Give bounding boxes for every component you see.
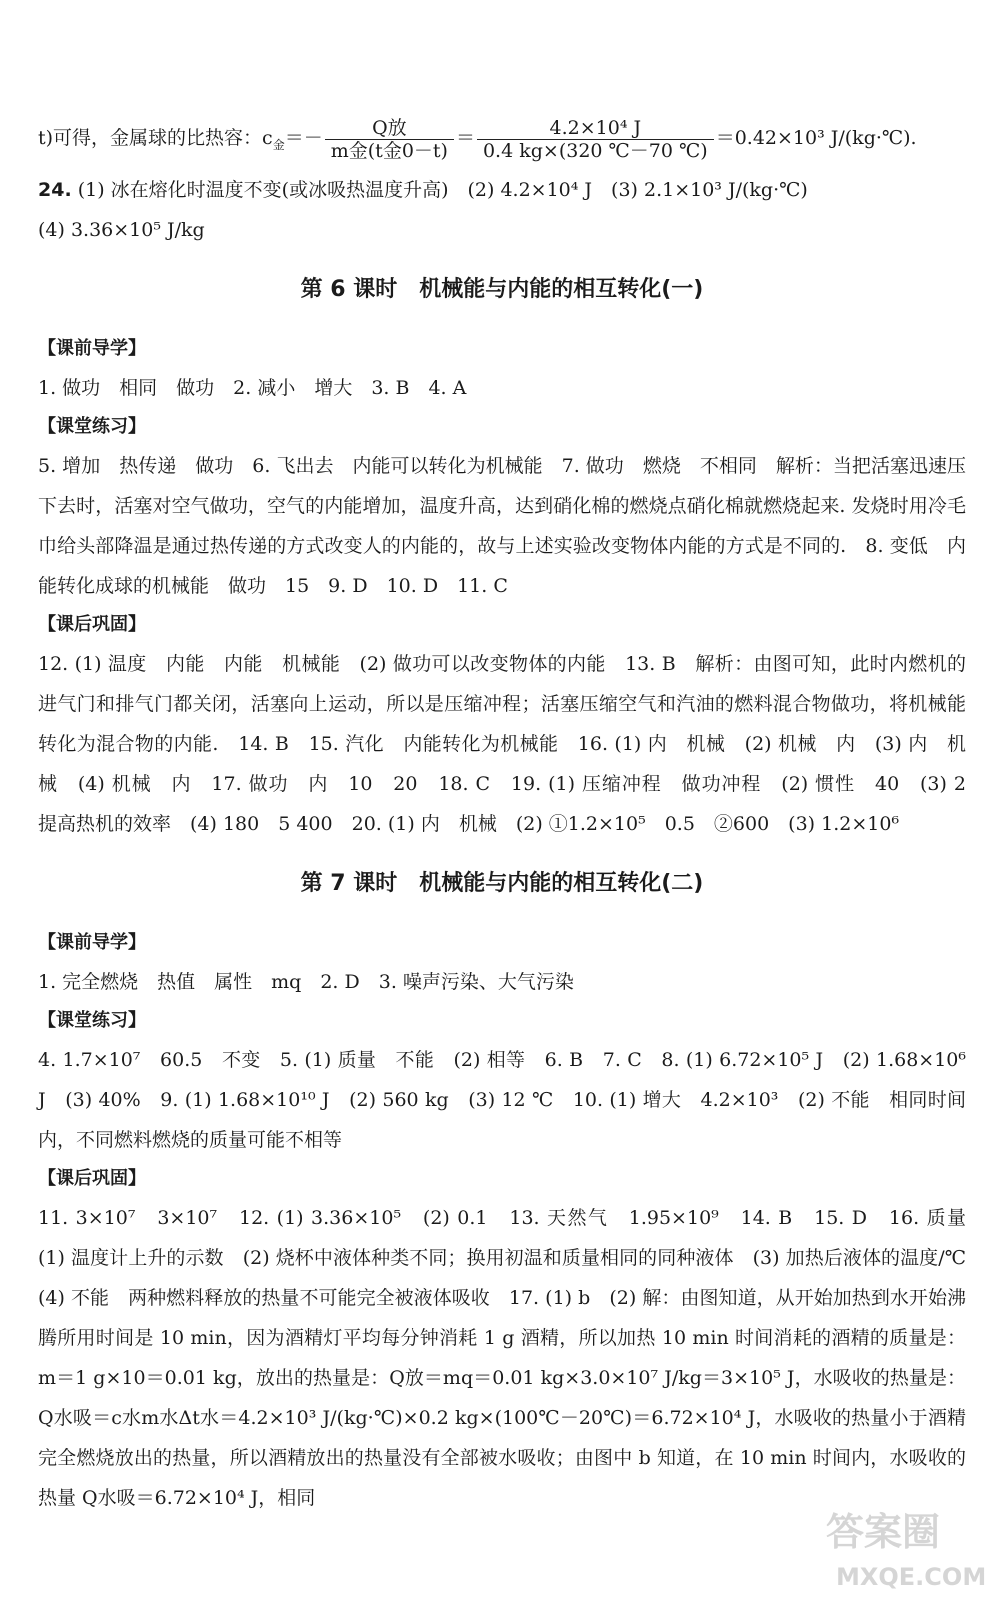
lesson7-preview-answers: 1. 完全燃烧 热值 属性 mq 2. D 3. 噪声污染、大气污染	[38, 971, 574, 993]
q24-number: 24.	[38, 179, 72, 201]
lesson7-review-answers: 11. 3×10⁷ 3×10⁷ 12. (1) 3.36×10⁵ (2) 0.1 13. 天然气 1.95×10⁹ 14. B 15. D 16. 质量 (1) 温度计上升的示数 (2) 烧杯中液体种类不同；换用初温和质量相同的同种液体 (3) 加热后液体的温度/℃ (4) 不能 两种燃料释放的热量不可能完全被液体吸收 17. (1) b (2) 解：由图知道，从开始加热到水开始沸腾所用时间是 10 min，因为酒精灯平均每分钟消耗 1 g 酒精，所以加热 10 min 时间消耗的酒精的质量是：m＝1 g×10＝0.01 kg，放出的热量是：Q放＝mq＝0.01 kg×3.0×10⁷ J/kg＝3×10⁵ J，水吸收的热量是：Q水吸＝c水m水Δt水＝4.2×10³ J/(kg·℃)×0.2 kg×(100℃－20℃)＝6.72×10⁴ J，水吸收的热量小于酒精完全燃烧放出的热量，所以酒精放出的热量没有全部被水吸收；由图中 b 知道，在 10 min 时间内，水吸收的热量 Q水吸＝6.72×10⁴ J，相同	[38, 1207, 986, 1509]
lesson6-title: 第 6 课时 机械能与内能的相互转化(一)	[300, 277, 704, 302]
lesson6-section-review: 【课后巩固】	[38, 614, 146, 635]
q24-line1	[38, 170, 966, 210]
watermark-text-2: MXQE.COM	[836, 1563, 987, 1591]
lesson6-section-classwork: 【课堂练习】	[38, 416, 146, 437]
lesson7-section-preview: 【课前导学】	[38, 932, 146, 953]
lesson6-classwork-answers: 5. 增加 热传递 做功 6. 飞出去 内能可以转化为机械能 7. 做功 燃烧 不相同 解析：当把活塞迅速压下去时，活塞对空气做功，空气的内能增加，温度升高，达到硝化棉的燃烧点硝化棉就燃烧起来. 发烧时用冷毛巾给头部降温是通过热传递的方式改变人的内能的，故与上述实验改变物体内能的方式是不同的. 8. 变低 内能转化成球的机械能 做功 15 9. D 10. D 11. C	[38, 455, 966, 597]
top-margin	[38, 0, 966, 112]
formula-eq: ＝	[284, 127, 304, 149]
watermark-icon	[806, 1490, 996, 1600]
watermark-logo	[806, 1490, 996, 1600]
spacer	[38, 250, 966, 260]
fraction-1-den: m金(t金0－t)	[330, 139, 448, 162]
spacer	[38, 320, 966, 330]
lesson7-section-review: 【课后巩固】	[38, 1168, 146, 1189]
formula-sub: 金	[272, 137, 285, 152]
formula-result: ＝0.42×10³ J/(kg·℃).	[715, 127, 917, 149]
lesson6-section-preview: 【课前导学】	[38, 338, 146, 359]
lesson7-title: 第 7 课时 机械能与内能的相互转化(二)	[300, 871, 704, 896]
formula-prefix: t)可得，金属球的比热容：c	[38, 127, 273, 149]
fraction-2-den: 0.4 kg×(320 ℃－70 ℃)	[482, 139, 708, 162]
spacer	[38, 844, 966, 854]
fraction-2	[477, 117, 714, 162]
lesson6-preview-answers: 1. 做功 相同 做功 2. 减小 增大 3. B 4. A	[38, 377, 467, 399]
spacer	[38, 914, 966, 924]
q24-line2: (4) 3.36×10⁵ J/kg	[38, 219, 205, 241]
q24-text: (1) 冰在熔化时温度不变(或冰吸热温度升高) (2) 4.2×10⁴ J (3) 2.1×10³ J/(kg·℃)	[77, 179, 808, 201]
fraction-1-num: Q放	[325, 117, 454, 140]
fraction-1	[325, 117, 454, 162]
lesson6-review-answers: 12. (1) 温度 内能 内能 机械能 (2) 做功可以改变物体的内能 13. B 解析：由图可知，此时内燃机的进气门和排气门都关闭，活塞向上运动，所以是压缩冲程；活塞压缩空气和汽油的燃料混合物做功，将机械能转化为混合物的内能. 14. B 15. 汽化 内能转化为机械能 16. (1) 内 机械 (2) 机械 内 (3) 内 机械 (4) 机械 内 17. 做功 内 10 20 18. C 19. (1) 压缩冲程 做功冲程 (2) 惯性 40 (3) 2 提高热机的效率 (4) 180 5 400 20. (1) 内 机械 (2) ①1.2×10⁵ 0.5 ②600 (3) 1.2×10⁶	[38, 653, 986, 835]
watermark-text-1: 答案圈	[826, 1510, 941, 1554]
lesson7-classwork-answers: 4. 1.7×10⁷ 60.5 不变 5. (1) 质量 不能 (2) 相等 6. B 7. C 8. (1) 6.72×10⁵ J (2) 1.68×10⁶ J (3) 40% 9. (1) 1.68×10¹⁰ J (2) 560 kg (3) 12 ℃ 10. (1) 增大 4.2×10³ (2) 不能 相同时间内，不同燃料燃烧的质量可能不相等	[38, 1049, 966, 1151]
fraction-2-num: 4.2×10⁴ J	[477, 117, 714, 140]
lesson7-section-classwork: 【课堂练习】	[38, 1010, 146, 1031]
formula-line: t)可得，金属球的比热容：$c_金=-$ $\frac{\text{Q放}}{\text{m金(t金0－t)}}$ ＝ $\frac{\text{4.2×10⁴ J}}{0.4 kg\times(320 ℃-70 ℃)}$ ＝0.42×10³ J/(kg·℃).	[38, 116, 917, 162]
